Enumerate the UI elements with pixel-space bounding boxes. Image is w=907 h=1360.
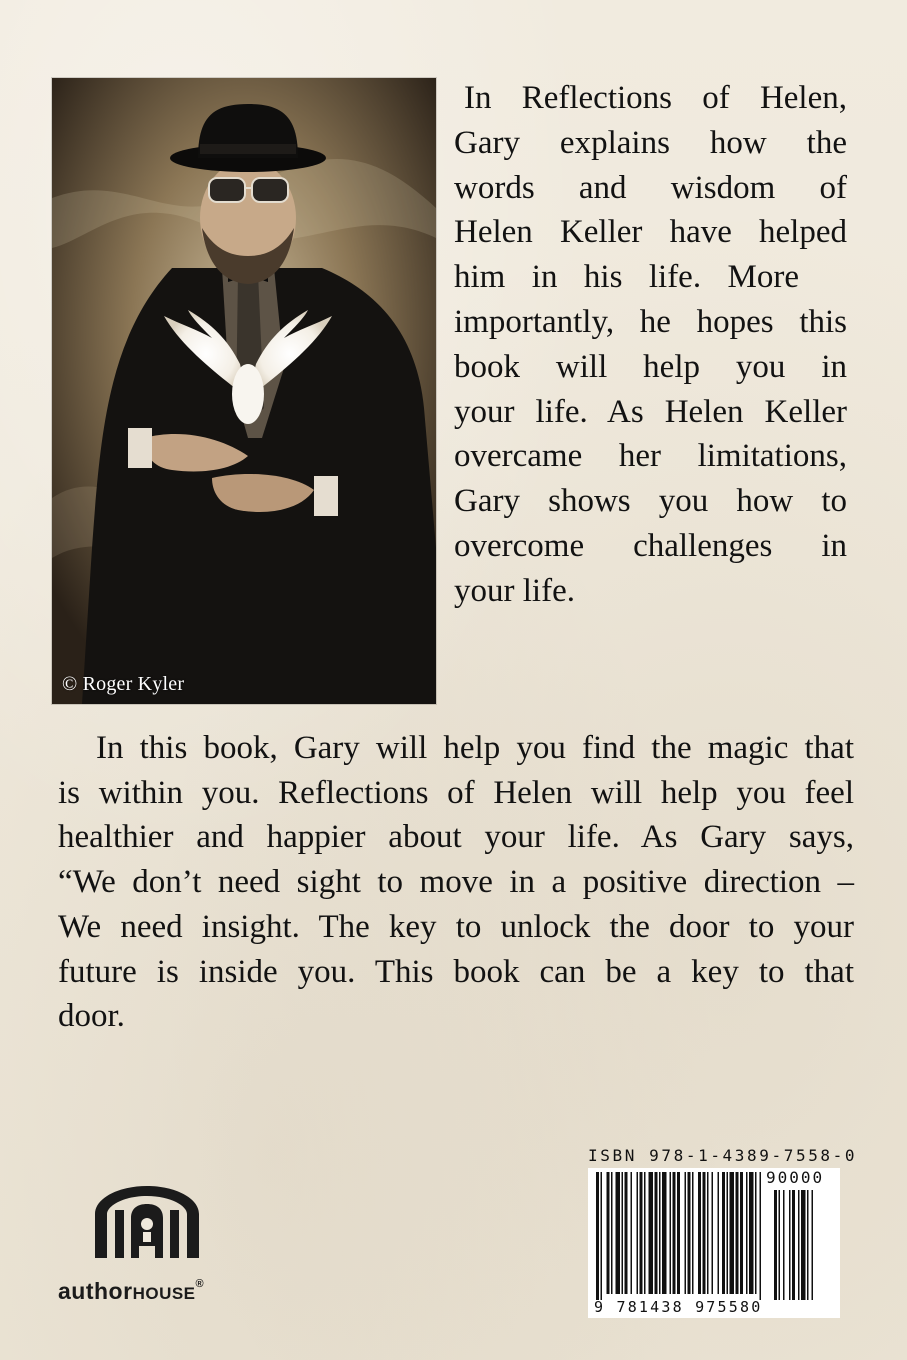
side-paragraph-line: him in his life. More — [454, 259, 799, 296]
side-paragraph-line: In Reflections of Helen, — [464, 80, 847, 116]
barcode-bar — [740, 1172, 743, 1294]
barcode-bar — [730, 1172, 735, 1294]
barcode-bar — [622, 1172, 624, 1294]
barcode-bar — [662, 1172, 667, 1294]
main-paragraph-line: is within you. Reflections of Helen will help you feel — [58, 774, 854, 811]
side-paragraph-line: Gary explains how the — [454, 124, 847, 161]
barcode-addon-bar — [779, 1190, 781, 1300]
barcode-bar — [685, 1172, 687, 1294]
publisher-name-part2: HOUSE — [132, 1284, 196, 1303]
barcode-bar — [649, 1172, 654, 1294]
publisher-name — [58, 1278, 204, 1305]
barcode-box — [588, 1168, 840, 1318]
barcode-addon-bar — [783, 1190, 785, 1300]
barcode-addon-bar — [774, 1190, 777, 1300]
registered-mark: ® — [195, 1278, 205, 1290]
side-paragraph-line: book will help you in — [454, 348, 847, 385]
author-photo-illustration — [52, 78, 436, 704]
main-paragraph-line: “We don’t need sight to move in a positive direction – — [58, 864, 854, 901]
barcode-bar — [607, 1172, 610, 1294]
barcode-bar — [677, 1172, 680, 1294]
barcode-bar — [611, 1172, 613, 1294]
barcode-bar — [596, 1172, 599, 1300]
side-paragraph-line: your life. — [454, 572, 575, 609]
barcode-bar — [644, 1172, 646, 1294]
barcode-bar — [631, 1172, 633, 1294]
barcode-addon-bar — [807, 1190, 809, 1300]
main-paragraph-line: healthier and happier about your life. As Gary says, — [58, 819, 854, 856]
photo-credit: © Roger Kyler — [62, 673, 185, 695]
authorhouse-logo-icon — [91, 1184, 203, 1260]
barcode-bar — [670, 1172, 672, 1294]
side-paragraph-line: Helen Keller have helped — [454, 214, 847, 251]
barcode-bar — [707, 1172, 709, 1294]
barcode-bar — [625, 1172, 628, 1294]
side-paragraph-line: Gary shows you how to — [454, 483, 847, 520]
barcode-addon-bar — [792, 1190, 795, 1300]
barcode-addon-bar — [812, 1190, 814, 1300]
ean-number: 9 781438 975580 — [594, 1298, 763, 1316]
barcode-bar — [640, 1172, 643, 1294]
side-paragraph — [454, 76, 847, 614]
side-paragraph-line: your life. As Helen Keller — [454, 393, 847, 430]
barcode-bar — [746, 1172, 748, 1294]
barcode-addon-bar — [789, 1190, 791, 1300]
barcode-bar — [760, 1172, 762, 1300]
barcode-bar — [755, 1172, 757, 1294]
barcode-bar — [698, 1172, 701, 1294]
barcode-bar — [736, 1172, 739, 1294]
barcode-bar — [637, 1172, 639, 1294]
side-paragraph-line: overcome challenges in — [454, 527, 847, 564]
publisher-name-part1: author — [58, 1278, 133, 1304]
barcode-bar — [722, 1172, 725, 1294]
barcode-bars — [588, 1168, 840, 1318]
barcode-bar — [655, 1172, 658, 1294]
isbn-number: ISBN 978-1-4389-7558-0 — [588, 1146, 858, 1165]
barcode-bar — [692, 1172, 694, 1294]
barcode-bar — [616, 1172, 621, 1294]
barcode-bar — [703, 1172, 706, 1294]
barcode-bar — [601, 1172, 603, 1300]
publisher-logo — [58, 1180, 258, 1310]
barcode-bar — [688, 1172, 691, 1294]
barcode-bar — [749, 1172, 754, 1294]
barcode-addon-bar — [801, 1190, 806, 1300]
side-paragraph-line: words and wisdom of — [454, 169, 847, 206]
isbn-barcode — [588, 1146, 858, 1316]
side-paragraph-line: importantly, he hopes this — [454, 303, 847, 340]
main-paragraph-line: In this book, Gary will help you find the magic that — [96, 730, 854, 766]
barcode-bar — [727, 1172, 729, 1294]
barcode-bar — [673, 1172, 676, 1294]
barcode-addon-bar — [798, 1190, 800, 1300]
main-paragraph-line: door. — [58, 998, 125, 1035]
author-photo — [52, 78, 436, 704]
main-paragraph — [58, 726, 854, 1039]
barcode-bar — [718, 1172, 720, 1294]
barcode-bar — [712, 1172, 714, 1294]
price-code: 90000 — [766, 1168, 825, 1187]
main-paragraph-line: We need insight. The key to unlock the door to your — [58, 908, 854, 945]
side-paragraph-line: overcame her limitations, — [454, 438, 847, 475]
barcode-bar — [659, 1172, 661, 1294]
main-paragraph-line: future is inside you. This book can be a key to that — [58, 953, 854, 990]
